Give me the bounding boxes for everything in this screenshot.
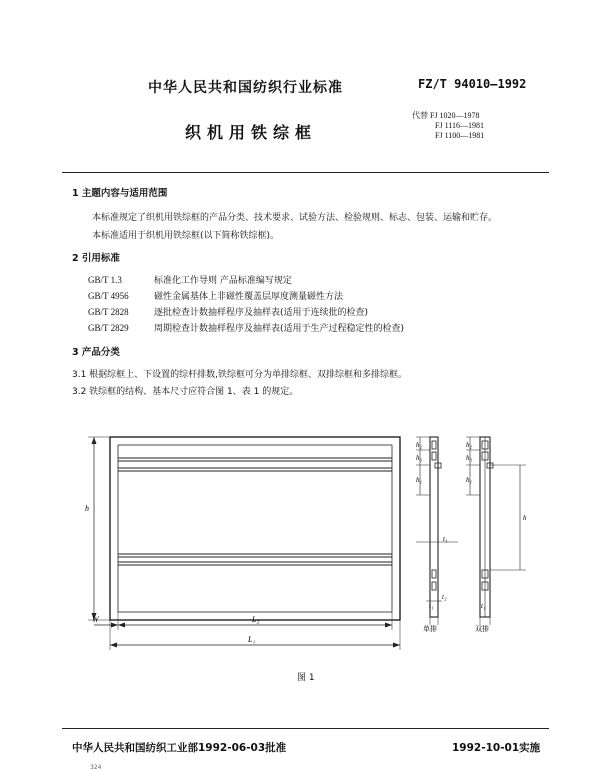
paragraph: 本标准适用于织机用铁综框(以下简称铁综框)。 <box>92 231 280 241</box>
paragraph: 本标准规定了织机用铁综框的产品分类、技术要求、试验方法、检验规则、标志、包装、运输和贮存。 <box>92 213 498 223</box>
page-number: 324 <box>90 764 102 771</box>
label-t1-double: t₁ <box>481 602 486 610</box>
replaces-line: FJ 1100—1981 <box>435 131 485 140</box>
approval-line: 中华人民共和国纺织工业部1992-06-03批准 <box>72 742 287 754</box>
footer-rule <box>62 728 549 729</box>
figure-heddle-frame-drawing <box>80 425 540 660</box>
figure-caption: 图 1 <box>297 673 315 683</box>
issuing-organization: 中华人民共和国纺织行业标准 <box>148 80 343 96</box>
frame-outline <box>110 437 400 620</box>
standard-code: FZ/T 94010—1992 <box>418 77 527 91</box>
reference-title: 逐批检查计数抽样程序及抽样表(适用于连续批的检查) <box>154 308 369 318</box>
reference-code: GB/T 2829 <box>88 323 129 333</box>
label-h3-double: h₃ <box>466 454 472 462</box>
reference-title: 标准化工作导则 产品标准编写规定 <box>154 276 292 286</box>
section-heading: 1 主题内容与适用范围 <box>72 188 168 199</box>
replaces-line: FJ 1116—1981 <box>435 121 484 130</box>
label-t3: t₃ <box>443 535 448 543</box>
reference-code: GB/T 4956 <box>88 291 129 301</box>
label-h: h <box>85 504 89 513</box>
reference-code: GB/T 2828 <box>88 307 129 317</box>
label-w: W <box>92 615 99 624</box>
label-h2-double: h₂ <box>466 441 472 449</box>
header-rule <box>62 172 549 173</box>
document-title: 织机用铁综框 <box>185 123 318 142</box>
clause-item: 3.2 铁综框的结构、基本尺寸应符合图 1、表 1 的规定。 <box>72 387 299 397</box>
label-h1-single: h₁ <box>416 476 422 484</box>
reference-item <box>88 321 404 334</box>
reference-code: GB/T 1.3 <box>88 275 122 285</box>
section-heading: 2 引用标准 <box>72 253 120 264</box>
label-h2-single: h₂ <box>416 441 422 449</box>
reference-item <box>88 273 292 286</box>
reference-item <box>88 305 368 318</box>
label-single-row: 单排 <box>423 625 437 633</box>
label-t2: t₂ <box>442 593 447 601</box>
label-l1: L₁ <box>248 635 256 644</box>
clause-item: 3.1 根据综框上、下设置的综杆排数,铁综框可分为单排综框、双排综框和多排综框。 <box>72 370 408 380</box>
label-double-row: 双排 <box>475 625 489 633</box>
frame-inner <box>118 445 392 612</box>
label-h3-single: h₃ <box>416 454 422 462</box>
replaces-block <box>412 111 484 141</box>
label-t1-single: t₁ <box>429 602 434 610</box>
reference-title: 周期检查计数抽样程序及抽样表(适用于生产过程稳定性的检查) <box>154 324 405 334</box>
label-h1-double: h₁ <box>466 476 472 484</box>
label-h-double: h <box>523 514 527 522</box>
reference-title: 磁性金属基体上非磁性覆盖层厚度测量磁性方法 <box>154 292 344 302</box>
reference-item <box>88 289 343 302</box>
label-l2: L₂ <box>252 615 260 624</box>
implementation-date: 1992-10-01实施 <box>452 742 541 754</box>
replaces-line: 代替 FJ 1020—1978 <box>412 111 480 120</box>
section-heading: 3 产品分类 <box>72 347 120 358</box>
